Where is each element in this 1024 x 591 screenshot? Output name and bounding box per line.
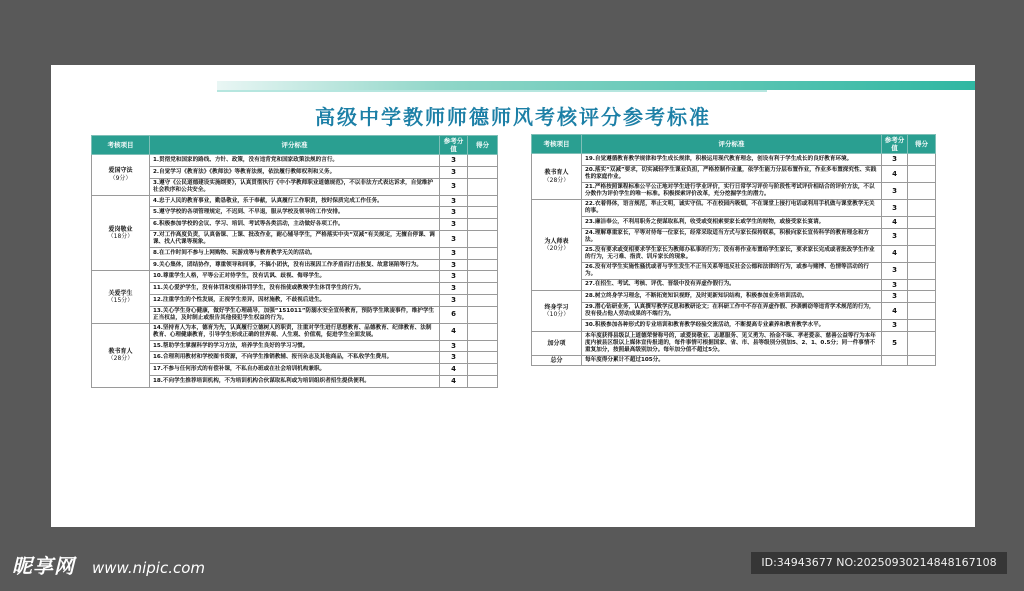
reference-score: 3 [440,259,468,271]
reference-score: 3 [440,155,468,167]
table-header-row [92,136,498,155]
standard-text: 5.遵守学校的各项管理规定，不迟到、不早退，服从学校及领导的工作安排。 [150,207,440,219]
score-entry-cell[interactable] [468,178,498,195]
category-points: （18分） [107,233,134,241]
score-entry-cell[interactable] [908,262,936,279]
header-category: 考核项目 [92,136,150,155]
score-entry-cell[interactable] [468,207,498,219]
table-row [92,167,498,179]
standard-text: 16.合理利用教材和学校图书资源，不向学生推销教辅、报刊杂志及其他商品，不私收学生费用。 [150,352,440,364]
reference-score: 6 [440,306,468,323]
table-row [92,230,498,247]
score-entry-cell[interactable] [468,259,498,271]
score-entry-cell[interactable] [908,320,936,332]
score-entry-cell[interactable] [468,352,498,364]
reference-score: 5 [882,331,908,355]
standard-text: 23.廉洁奉公，不利用职务之便谋取私利，收受或变相索要家长或学生的财物，或接受家长宴请。 [582,216,882,228]
score-entry-cell[interactable] [468,271,498,283]
reference-score: 3 [882,182,908,199]
standard-text: 18.不向学生推荐培训机构，不为培训机构合伙谋取私利或为培训组织者招生提供便利。 [150,375,440,387]
table-row [532,320,936,332]
score-entry-cell[interactable] [908,182,936,199]
standard-text: 30.积极参加各种形式的专业培训和教育教学经验交流活动，不断提高专业素养和教育教学水平。 [582,320,882,332]
score-entry-cell[interactable] [468,340,498,352]
standard-text: 本年度获得县级以上道德荣誉称号的，或爱岗敬业、志愿服务、见义勇为、拾金不昧、孝老爱亲、慈善公益等行为本年度内被县区级以上媒体宣传报道的，每件事情可根据国家、省、市、县等级别分别加5、2、1、0.5分；同一件事情不重复加分，按照最高级别加分。每年加分值不超过5分。 [582,331,882,355]
category-name: 爱国守法 [108,167,133,175]
standard-text: 10.尊重学生人格，平等公正对待学生，没有讥讽、歧视、侮辱学生。 [150,271,440,283]
table-row [532,199,936,216]
reference-score: 3 [882,320,908,332]
table-row [92,306,498,323]
standard-text: 9.关心集体，团结协作，尊重领导和同事，不搞小团伙，没有出现因工作矛盾而打击报复、故意诬陷等行为。 [150,259,440,271]
reference-score: 4 [882,303,908,320]
left-standards-table [91,135,498,388]
reference-score: 3 [882,291,908,303]
score-entry-cell[interactable] [468,306,498,323]
score-entry-cell[interactable] [908,291,936,303]
standard-text: 26.没有对学生实施性骚扰或者与学生发生不正当关系等违反社会公德和法律的行为，或参与赌博、色情等活动的行为。 [582,262,882,279]
category-name: 爱岗敬业 [108,225,133,233]
category-name: 关爱学生 [108,289,133,297]
table-row [92,364,498,376]
standard-text: 11.关心爱护学生，没有体罚和变相体罚学生，没有指使或教唆学生体罚学生的行为。 [150,283,440,295]
table-row [92,352,498,364]
standard-text: 每年度得分累计不超过105分。 [582,355,882,366]
score-entry-cell[interactable] [468,375,498,387]
category-cell [92,271,150,323]
category-cell [532,199,582,290]
reference-score: 4 [882,166,908,183]
table-header-row [532,135,936,154]
table-row [532,228,936,245]
header-points: 参考分值 [440,136,468,155]
category-name: 教书育人 [108,347,133,355]
reference-score: 4 [440,323,468,340]
table-row [92,375,498,387]
table-row [92,155,498,167]
category-points: （20分） [543,245,570,253]
standard-text: 27.在招生、考试、考核、评优、晋级中没有弄虚作假行为。 [582,279,882,291]
score-entry-cell[interactable] [908,355,936,366]
category-name: 为人师表 [544,237,569,245]
header-got: 得分 [468,136,498,155]
standard-text: 22.衣着得体，语言规范，举止文明，诚实守信。不在校园内吸烟，不在课堂上接打电话或利用手机做与课堂教学无关的事。 [582,199,882,216]
decorative-gradient-bar [217,81,975,90]
standard-text: 7.对工作高度负责，认真备课、上课、批改作业，耐心辅导学生，严格落实中央“双减”有关规定，无擅自停课、调课、找人代课等现象。 [150,230,440,247]
reference-score: 3 [882,262,908,279]
table-row [532,262,936,279]
standard-text: 24.理解尊重家长，平等对待每一位家长，经常采取适当方式与家长保持联系，积极向家长宣传科学的教育理念和方法。 [582,228,882,245]
category-points: （9分） [109,174,132,182]
table-row [532,216,936,228]
table-row [92,340,498,352]
table-row [532,291,936,303]
table-row [532,303,936,320]
score-entry-cell[interactable] [908,199,936,216]
table-row [532,279,936,291]
reference-score: 3 [882,279,908,291]
standards-board [51,65,975,527]
score-entry-cell[interactable] [468,195,498,207]
table-row [532,355,936,366]
category-name: 终身学习 [544,303,569,311]
reference-score: 3 [440,283,468,295]
standard-text: 2.自觉学习《教育法》《教师法》等教育法规，依法履行教师权利和义务。 [150,167,440,179]
score-entry-cell[interactable] [468,167,498,179]
table-row [92,294,498,306]
standard-text: 4.忠于人民的教育事业，勤恳敬业，乐于奉献，认真履行工作职责，按时保质完成工作任务。 [150,195,440,207]
standard-text: 17.不参与任何形式的有偿补课，不私自办班或在社会培训机构兼职。 [150,364,440,376]
score-entry-cell[interactable] [468,364,498,376]
page-title: 高级中学教师师德师风考核评分参考标准 [315,105,711,129]
category-cell [92,195,150,271]
score-entry-cell[interactable] [468,283,498,295]
table-row [92,178,498,195]
standard-text: 1.贯彻党和国家的路线、方针、政策，没有违背党和国家政策法规的言行。 [150,155,440,167]
score-entry-cell[interactable] [908,166,936,183]
reference-score: 3 [440,219,468,231]
reference-score: 4 [882,216,908,228]
score-entry-cell[interactable] [908,154,936,166]
score-entry-cell[interactable] [908,228,936,245]
category-cell [532,291,582,331]
header-got: 得分 [908,135,936,154]
standard-text: 20.落实“双减”要求，切实减轻学生课业负担，严格控制作业量，依学生能力分层布置作业，作业多布置探究性、实践性的家庭作业。 [582,166,882,183]
category-cell [92,155,150,195]
standard-text: 15.帮助学生掌握科学的学习方法，培养学生良好的学习习惯。 [150,340,440,352]
reference-score: 3 [440,294,468,306]
category-cell [92,323,150,387]
reference-score: 3 [440,352,468,364]
right-standards-table [531,134,936,366]
category-cell [532,331,582,355]
reference-score: 3 [440,247,468,259]
score-entry-cell[interactable] [908,331,936,355]
category-cell [532,154,582,200]
table-row [92,195,498,207]
category-points: （28分） [107,355,134,363]
reference-score: 3 [440,207,468,219]
category-name: 加分项 [547,339,566,347]
standard-text: 3.遵守《公民道德建设实施纲要》，认真贯彻执行《中小学教师职业道德规范》，不以非法方式表达诉求，自觉维护社会秩序和公共安全。 [150,178,440,195]
table-row [532,245,936,262]
score-entry-cell[interactable] [468,230,498,247]
table-row [532,166,936,183]
reference-score: 3 [440,178,468,195]
category-name: 总分 [550,356,563,364]
reference-score: 4 [882,245,908,262]
table-row [92,271,498,283]
score-entry-cell[interactable] [468,323,498,340]
category-points: （28分） [543,176,570,184]
reference-score: 3 [440,340,468,352]
category-points: （15分） [107,297,134,305]
score-entry-cell[interactable] [468,155,498,167]
table-row [92,207,498,219]
standard-text: 14.坚持育人为本，德育为先，认真履行立德树人的职责，注重对学生进行思想教育、品德教育、纪律教育、法制教育、心理健康教育，引导学生形成正确的世界观、人生观、价值观，促进学生全面发展。 [150,323,440,340]
category-name: 教书育人 [544,169,569,177]
standard-text: 8.在工作时间不参与上网购物、玩游戏等与教育教学无关的活动。 [150,247,440,259]
standard-text: 6.积极参加学校的会议、学习、培训、考试等各类活动，主动做好各项工作。 [150,219,440,231]
table-row [92,247,498,259]
score-entry-cell[interactable] [908,245,936,262]
standard-text: 28.树立终身学习理念，不断拓宽知识视野，及时更新知识结构，积极参加业务培训活动。 [582,291,882,303]
watermark-site: www.nipic.com [92,559,206,577]
score-entry-cell[interactable] [468,247,498,259]
standard-text: 25.没有要求或变相要求学生家长为教师办私事的行为；没有将作业布置给学生家长，要求家长完成或者批改学生作业的行为，无刁难、指责、训斥家长的现象。 [582,245,882,262]
header-category: 考核项目 [532,135,582,154]
standard-text: 12.注重学生的个性发展，正视学生差异，因材施教，不歧视后进生。 [150,294,440,306]
header-standard: 评分标准 [582,135,882,154]
table-row [532,182,936,199]
reference-score: 3 [882,228,908,245]
reference-score: 4 [440,364,468,376]
table-row [92,283,498,295]
table-row [92,219,498,231]
standard-text: 29.潜心钻研业务，认真撰写教学反思和教研论文；在科研工作中不存在弄虚作假、抄袭剽窃等违背学术规范的行为，没有侵占他人劳动成果的不端行为。 [582,303,882,320]
score-entry-cell[interactable] [908,279,936,291]
header-points: 参考分值 [882,135,908,154]
table-row [532,154,936,166]
category-points: （10分） [543,311,570,319]
table-row [532,331,936,355]
reference-score [882,355,908,366]
reference-score: 3 [882,154,908,166]
reference-score: 3 [440,195,468,207]
watermark-logo: 昵享网 [12,554,75,578]
score-entry-cell[interactable] [468,294,498,306]
standard-text: 13.关心学生身心健康，做好学生心理疏导，加强“151011”防溺水安全宣传教育，预防学生欺凌事件，维护学生正当权益，及时制止或报告其他侵犯学生权益的行为。 [150,306,440,323]
score-entry-cell[interactable] [908,216,936,228]
reference-score: 3 [440,271,468,283]
reference-score: 3 [440,230,468,247]
reference-score: 3 [440,167,468,179]
category-cell [532,355,582,366]
table-row [92,259,498,271]
score-entry-cell[interactable] [908,303,936,320]
decorative-line [217,90,767,92]
standard-text: 21.严格按照课程标准公平公正地对学生进行学业评价，实行日常学习评价与阶段性考试评价相结合的评价方法，不以分数作为评价学生的唯一标准。积极探索评价改革，充分挖掘学生的潜力。 [582,182,882,199]
standard-text: 19.自觉遵循教育教学规律和学生成长规律，积极运用现代教育理念，创设有利于学生成长的良好教育环境。 [582,154,882,166]
image-id-label: ID:34943677 NO:20250930214848167108 [751,552,1007,574]
table-row [92,323,498,340]
reference-score: 3 [882,199,908,216]
header-standard: 评分标准 [150,136,440,155]
score-entry-cell[interactable] [468,219,498,231]
reference-score: 4 [440,375,468,387]
